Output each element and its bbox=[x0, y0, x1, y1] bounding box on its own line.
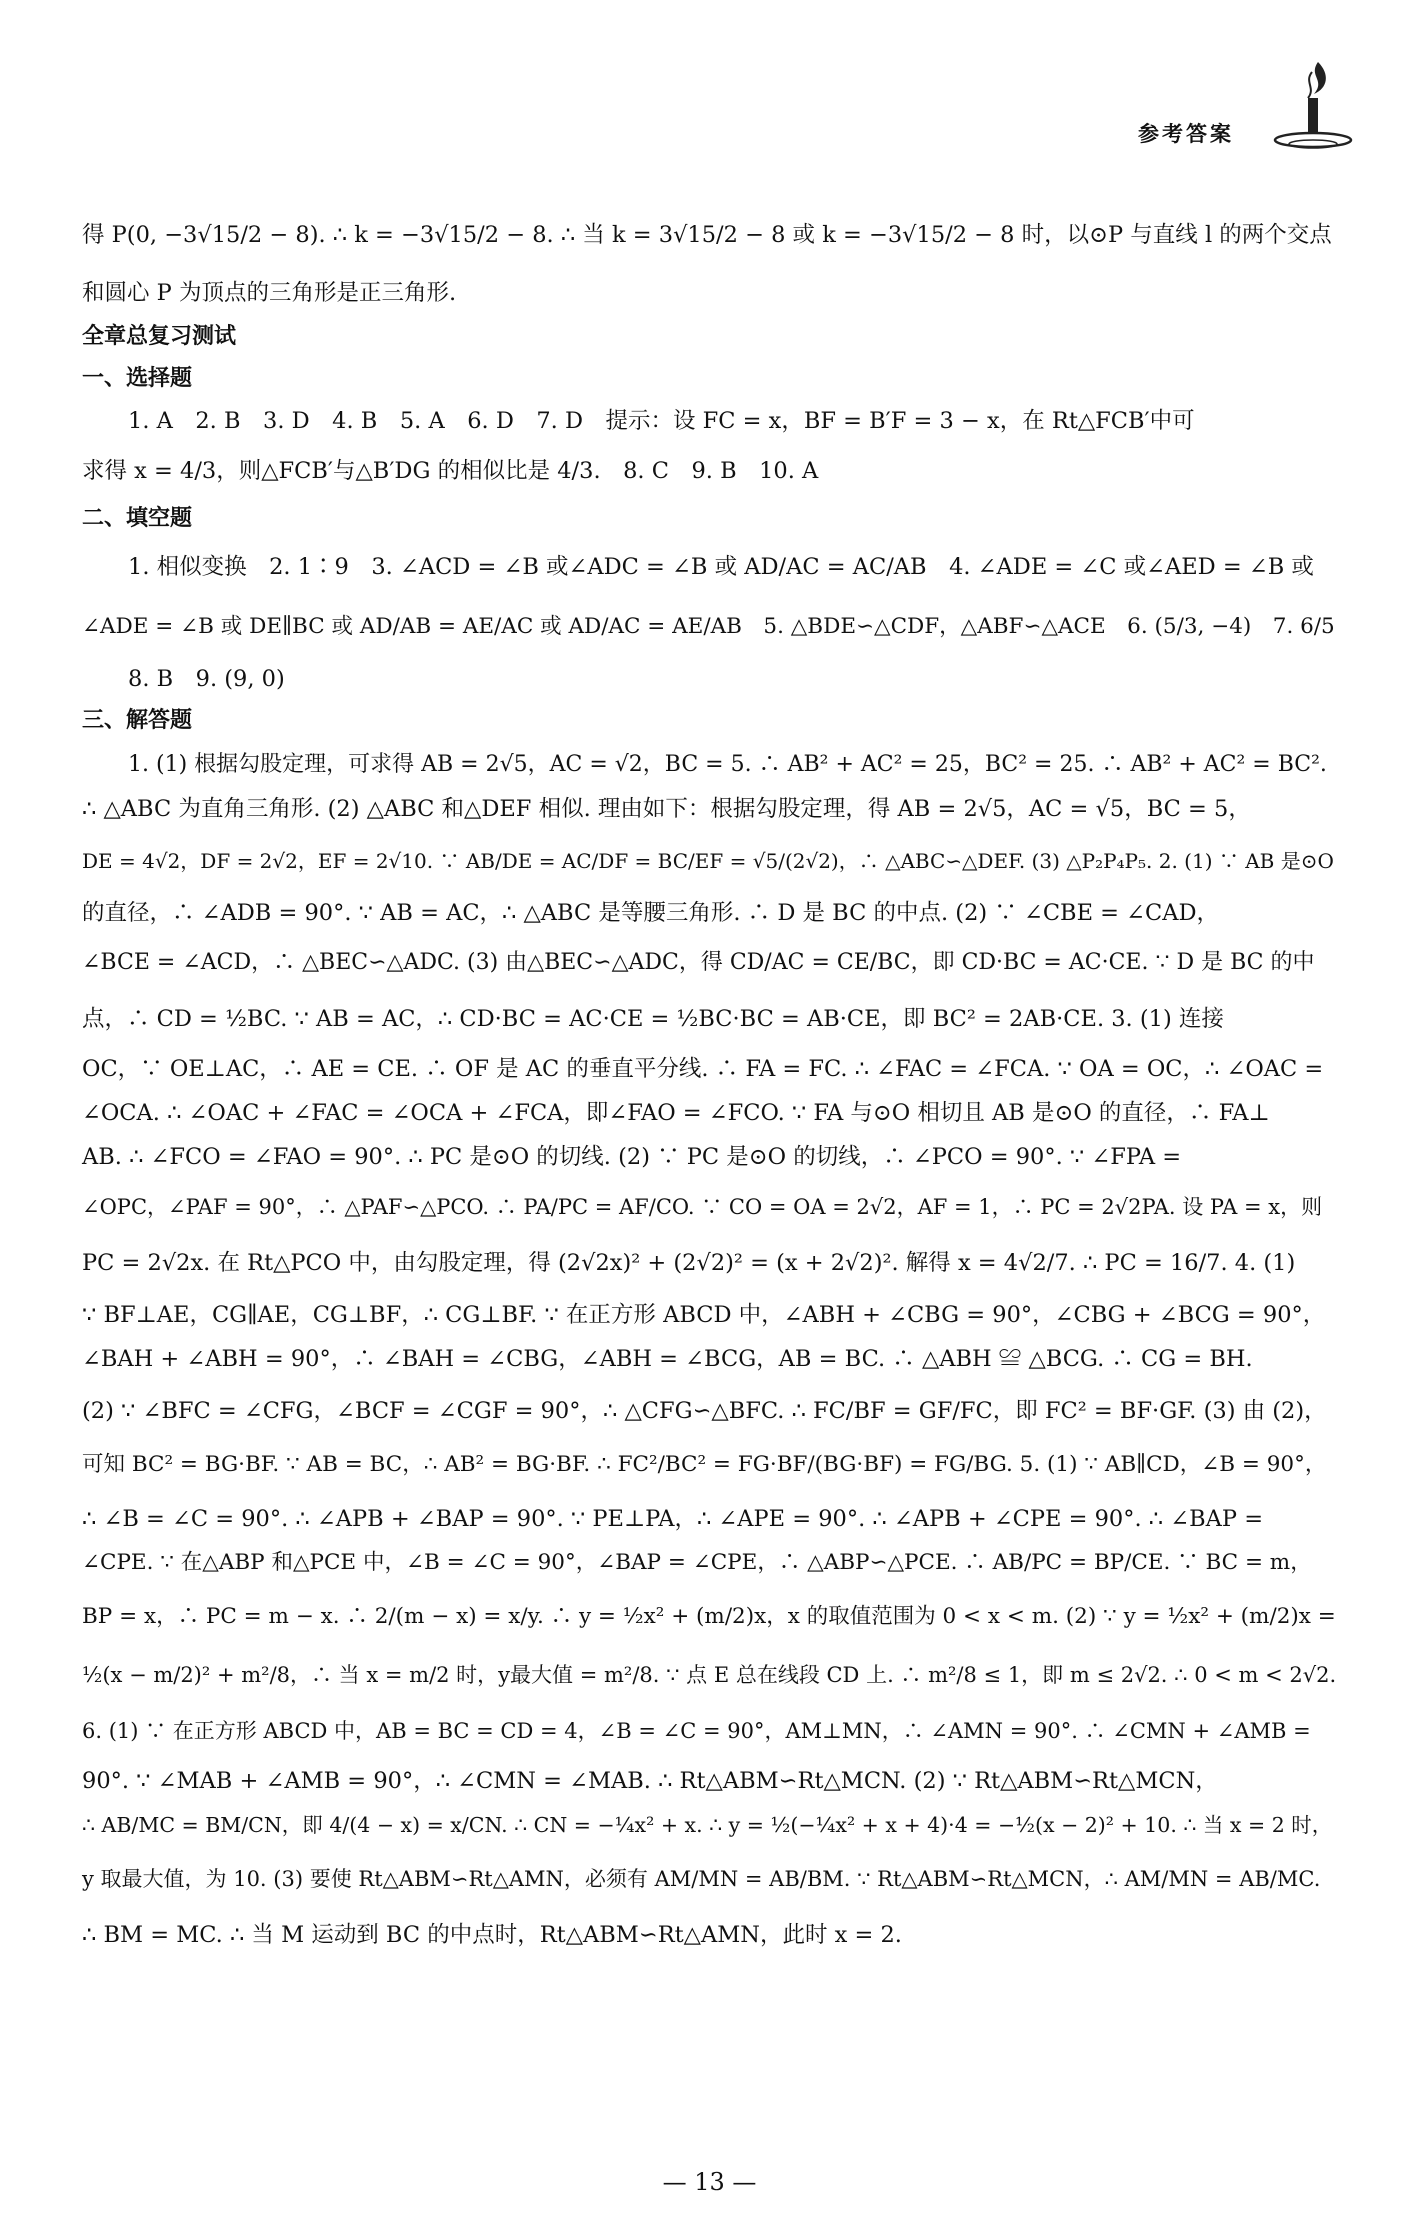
text-line: ∵ BF⊥AE，CG∥AE，CG⊥BF，∴ CG⊥BF. ∵ 在正方形 ABCD 中，∠ABH + ∠CBG = 90°，∠CBG + ∠BCG = 90°， bbox=[82, 1302, 1326, 1328]
text-line: DE = 4√2，DF = 2√2，EF = 2√10. ∵ AB/DE = AC/DF = BC/EF = √5/(2√2)，∴ △ABC∽△DEF. (3) △P₂P₄P₅. 2. (1) ∵ AB 是⊙O bbox=[82, 849, 1334, 873]
text-line: ∴ AB/MC = BM/CN，即 4/(4 − x) = x/CN. ∴ CN = −¼x² + x. ∴ y = ½(−¼x² + x + 4)·4 = −½(x − 2)² + 10. ∴ 当 x = 2 时， bbox=[82, 1813, 1333, 1837]
text-line: 点，∴ CD = ½BC. ∵ AB = AC，∴ CD·BC = AC·CE = ½BC·BC = AB·CE，即 BC² = 2AB·CE. 3. (1) 连接 bbox=[82, 1006, 1224, 1032]
text-line: PC = 2√2x. 在 Rt△PCO 中，由勾股定理，得 (2√2x)² + (2√2)² = (x + 2√2)². 解得 x = 4√2/7. ∴ PC = 16/7. 4. (1) bbox=[82, 1250, 1296, 1276]
text-line: 得 P(0, −3√15/2 − 8). ∴ k = −3√15/2 − 8. ∴ 当 k = 3√15/2 − 8 或 k = −3√15/2 − 8 时，以⊙P 与直线 l 的两个交点 bbox=[82, 222, 1332, 248]
text-line: 90°. ∵ ∠MAB + ∠AMB = 90°，∴ ∠CMN = ∠MAB. ∴ Rt△ABM∽Rt△MCN. (2) ∵ Rt△ABM∽Rt△MCN， bbox=[82, 1768, 1218, 1794]
text-line: ∠BAH + ∠ABH = 90°，∴ ∠BAH = ∠CBG，∠ABH = ∠BCG，AB = BC. ∴ △ABH ≌ △BCG. ∴ CG = BH. bbox=[82, 1346, 1253, 1372]
text-line: BP = x，∴ PC = m − x. ∴ 2/(m − x) = x/y. ∴ y = ½x² + (m/2)x，x 的取值范围为 0 < x < m. (2) ∵ y = ½x² + (m/2)x = bbox=[82, 1604, 1336, 1629]
header-label: 参考答案 bbox=[1138, 122, 1234, 146]
text-line: ∴ △ABC 为直角三角形. (2) △ABC 和△DEF 相似. 理由如下：根据勾股定理，得 AB = 2√5，AC = √5，BC = 5， bbox=[82, 796, 1251, 822]
torch-logo-icon bbox=[1268, 58, 1356, 154]
text-line: 6. (1) ∵ 在正方形 ABCD 中，AB = BC = CD = 4，∠B = ∠C = 90°，AM⊥MN，∴ ∠AMN = 90°. ∴ ∠CMN + ∠AMB = bbox=[82, 1719, 1311, 1743]
text-line: ∠BCE = ∠ACD，∴ △BEC∽△ADC. (3) 由△BEC∽△ADC，得 CD/AC = CE/BC，即 CD·BC = AC·CE. ∵ D 是 BC 的中 bbox=[82, 950, 1315, 975]
text-line: ½(x − m/2)² + m²/8，∴ 当 x = m/2 时，y最大值 = m²/8. ∵ 点 E 总在线段 CD 上. ∴ m²/8 ≤ 1，即 m ≤ 2√2. ∴ 0 < m < 2√2. bbox=[82, 1663, 1337, 1687]
text-line: ∠ADE = ∠B 或 DE∥BC 或 AD/AB = AE/AC 或 AD/AC = AE/AB 5. △BDE∽△CDF，△ABF∽△ACE 6. (5/3, −4) 7. 6/5 bbox=[82, 614, 1335, 639]
text-line: ∴ BM = MC. ∴ 当 M 运动到 BC 的中点时，Rt△ABM∽Rt△AMN，此时 x = 2. bbox=[82, 1922, 902, 1948]
text-line: AB. ∴ ∠FCO = ∠FAO = 90°. ∴ PC 是⊙O 的切线. (2) ∵ PC 是⊙O 的切线，∴ ∠PCO = 90°. ∵ ∠FPA = bbox=[82, 1144, 1182, 1170]
text-line: ∠OPC，∠PAF = 90°，∴ △PAF∽△PCO. ∴ PA/PC = AF/CO. ∵ CO = OA = 2√2，AF = 1，∴ PC = 2√2PA. 设 PA = x，则 bbox=[82, 1195, 1323, 1219]
text-line: ∠OCA. ∴ ∠OAC + ∠FAC = ∠OCA + ∠FCA，即∠FAO = ∠FCO. ∵ FA 与⊙O 相切且 AB 是⊙O 的直径，∴ FA⊥ bbox=[82, 1100, 1270, 1126]
text-line: (2) ∵ ∠BFC = ∠CFG，∠BCF = ∠CGF = 90°，∴ △CFG∽△BFC. ∴ FC/BF = GF/FC，即 FC² = BF·GF. (3) 由 (2)， bbox=[82, 1398, 1327, 1424]
text-line: 求得 x = 4/3，则△FCB′与△B′DG 的相似比是 4/3. 8. C 9. B 10. A bbox=[82, 458, 819, 484]
text-line: y 取最大值，为 10. (3) 要使 Rt△ABM∽Rt△AMN，必须有 AM/MN = AB/BM. ∵ Rt△ABM∽Rt△MCN，∴ AM/MN = AB/MC. bbox=[82, 1867, 1321, 1891]
text-line: ∴ ∠B = ∠C = 90°. ∴ ∠APB + ∠BAP = 90°. ∵ PE⊥PA，∴ ∠APE = 90°. ∴ ∠APB + ∠CPE = 90°. ∴ ∠BAP = bbox=[82, 1506, 1264, 1532]
section-heading: 一、选择题 bbox=[82, 366, 193, 391]
text-line: OC，∵ OE⊥AC，∴ AE = CE. ∴ OF 是 AC 的垂直平分线. ∴ FA = FC. ∴ ∠FAC = ∠FCA. ∵ OA = OC，∴ ∠OAC = bbox=[82, 1056, 1324, 1082]
text-line: ∠CPE. ∵ 在△ABP 和△PCE 中，∠B = ∠C = 90°，∠BAP = ∠CPE，∴ △ABP∽△PCE. ∴ AB/PC = BP/CE. ∵ BC = m， bbox=[82, 1550, 1312, 1575]
text-line: 1. 相似变换 2. 1∶9 3. ∠ACD = ∠B 或∠ADC = ∠B 或 AD/AC = AC/AB 4. ∠ADE = ∠C 或∠AED = ∠B 或 bbox=[128, 554, 1314, 580]
section-heading: 二、填空题 bbox=[82, 506, 193, 531]
text-line: 可知 BC² = BG·BF. ∵ AB = BC，∴ AB² = BG·BF. ∴ FC²/BC² = FG·BF/(BG·BF) = FG/BG. 5. (1) ∵ AB∥CD，∠B = 90°， bbox=[82, 1452, 1327, 1477]
text-line: 和圆心 P 为顶点的三角形是正三角形. bbox=[82, 280, 457, 306]
text-line: 8. B 9. (9, 0) bbox=[128, 666, 285, 692]
text-line: 1. A 2. B 3. D 4. B 5. A 6. D 7. D 提示：设 FC = x，BF = B′F = 3 − x，在 Rt△FCB′中可 bbox=[128, 408, 1195, 434]
section-title: 全章总复习测试 bbox=[82, 324, 237, 349]
text-line: 的直径，∴ ∠ADB = 90°. ∵ AB = AC，∴ △ABC 是等腰三角形. ∴ D 是 BC 的中点. (2) ∵ ∠CBE = ∠CAD， bbox=[82, 900, 1220, 926]
text-line: 1. (1) 根据勾股定理，可求得 AB = 2√5，AC = √2，BC = 5. ∴ AB² + AC² = 25，BC² = 25. ∴ AB² + AC² = BC². bbox=[128, 752, 1327, 777]
page-number: — 13 — bbox=[662, 2168, 757, 2196]
section-heading: 三、解答题 bbox=[82, 708, 193, 733]
